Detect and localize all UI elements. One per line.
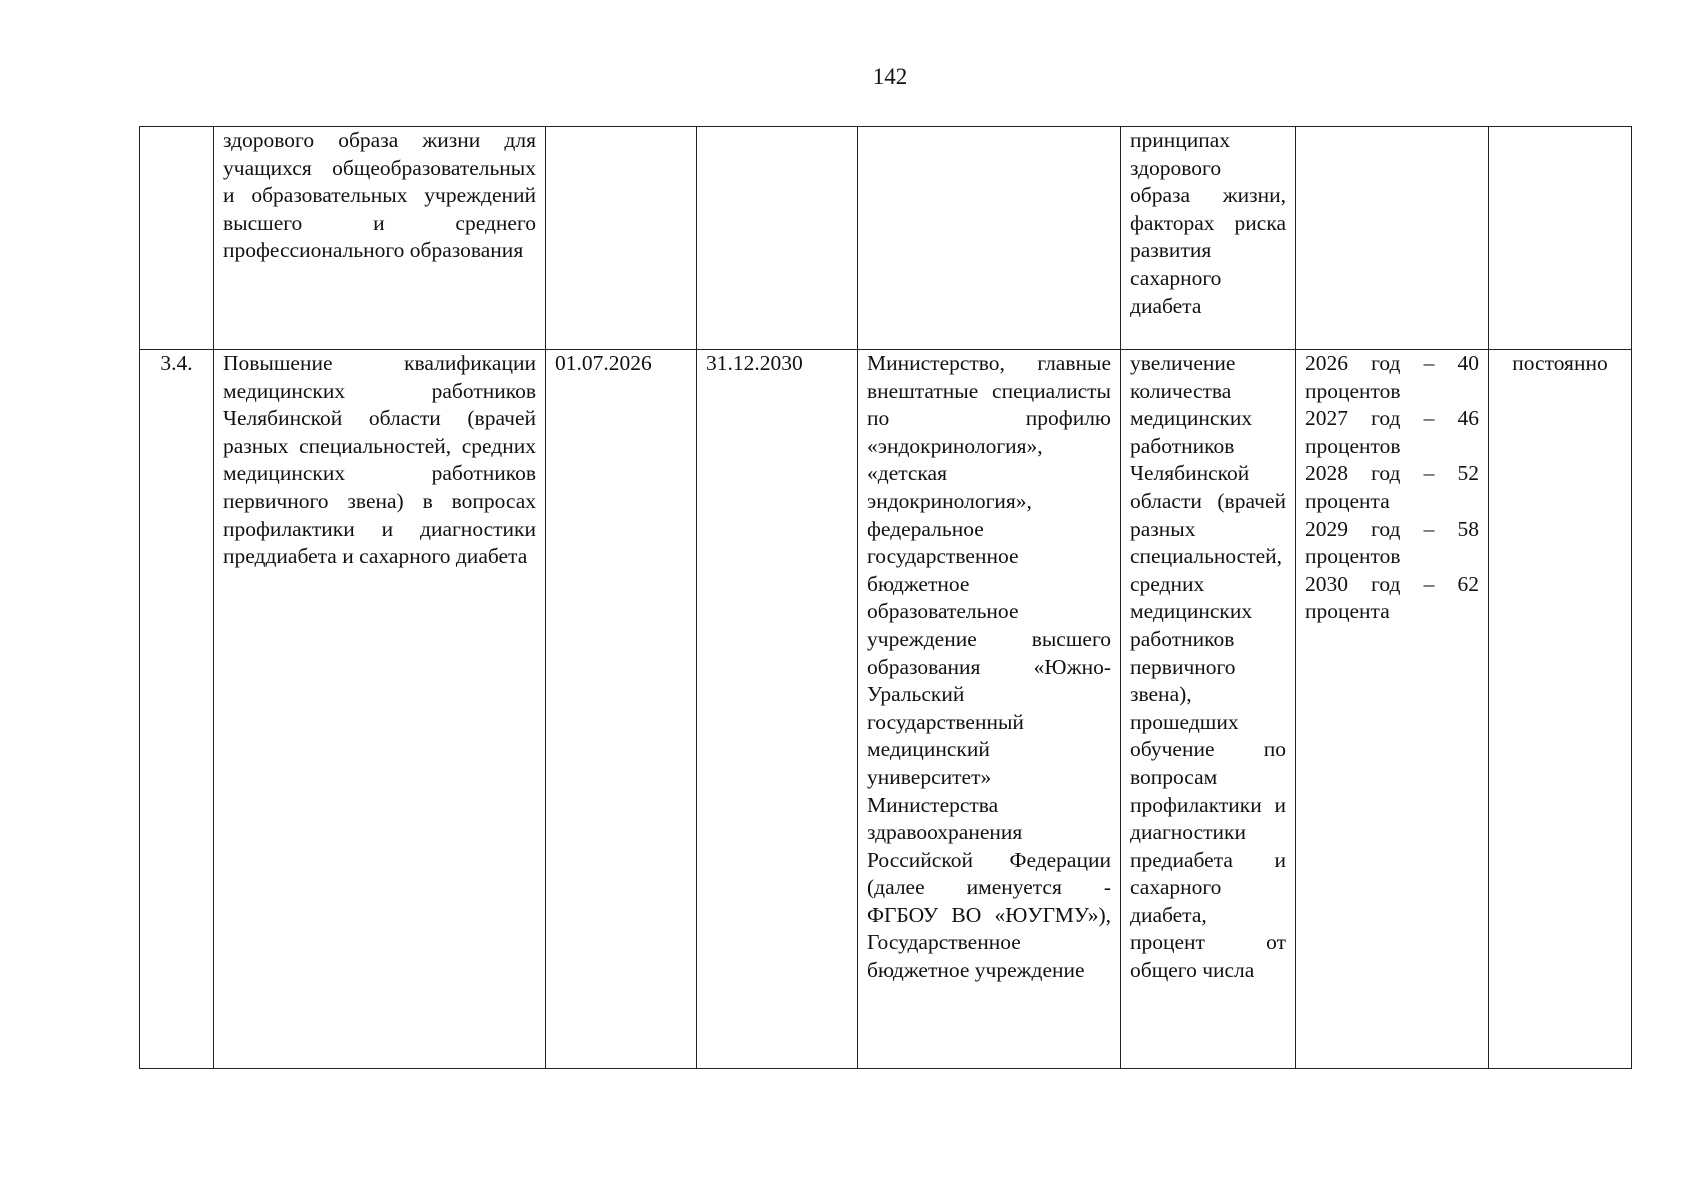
target-year: 2028 год – 52: [1305, 461, 1479, 486]
table-row: [140, 350, 1632, 1069]
target-value: [1305, 516, 1479, 571]
indicator-cell: увеличение количества медицинских работников Челябинской области (врачей разных специальностей, средних медицинских работников первичного звена), прошедших обучение по вопросам профилактики и диагностики предиабета и сахарного диабета, процент от общего числа: [1121, 350, 1296, 1069]
target-values-cell: [1296, 127, 1489, 350]
row-number-cell: 3.4.: [140, 350, 214, 1069]
target-unit: процентов: [1305, 544, 1401, 569]
executor-cell: [858, 127, 1121, 350]
start-date-cell: [546, 127, 697, 350]
term-cell: [1489, 127, 1632, 350]
end-date-cell: 31.12.2030: [697, 350, 858, 1069]
executor-cell: Министерство, главные внештатные специалисты по профилю «эндокринология», «детская эндокринология», федеральное государственное бюджетное образовательное учреждение высшего образования «Южно-Уральский государственный медицинский университет» Министерства здравоохранения Российской Федерации (далее именуется - ФГБОУ ВО «ЮУГМУ»), Государственное бюджетное учреждение: [858, 350, 1121, 1069]
target-value: [1305, 405, 1479, 460]
start-date-cell: 01.07.2026: [546, 350, 697, 1069]
activity-cell: Повышение квалификации медицинских работников Челябинской области (врачей разных специальностей, средних медицинских работников первичного звена) в вопросах профилактики и диагностики преддиабета и сахарного диабета: [214, 350, 546, 1069]
term-cell: постоянно: [1489, 350, 1632, 1069]
target-year: 2026 год – 40: [1305, 351, 1479, 375]
end-date-cell: [697, 127, 858, 350]
target-year: 2027 год – 46: [1305, 406, 1479, 431]
target-value: [1305, 571, 1479, 626]
target-unit: процента: [1305, 599, 1390, 624]
table-row: [140, 127, 1632, 350]
activity-cell: здорового образа жизни для учащихся общеобразовательных и образовательных учреждений высшего и среднего профессионального образования: [214, 127, 546, 350]
target-values-cell: [1296, 350, 1489, 1069]
target-value: [1305, 350, 1479, 405]
indicator-cell: принципах здорового образа жизни, факторах риска развития сахарного диабета: [1121, 127, 1296, 350]
target-year: 2029 год – 58: [1305, 516, 1479, 541]
measures-table: [139, 126, 1632, 1069]
target-unit: процентов: [1305, 378, 1401, 403]
target-unit: процента: [1305, 488, 1390, 513]
page-number: 142: [872, 64, 908, 89]
target-value: [1305, 460, 1479, 515]
target-year: 2030 год – 62: [1305, 571, 1479, 596]
target-unit: процентов: [1305, 433, 1401, 458]
row-number-cell: [140, 127, 214, 350]
